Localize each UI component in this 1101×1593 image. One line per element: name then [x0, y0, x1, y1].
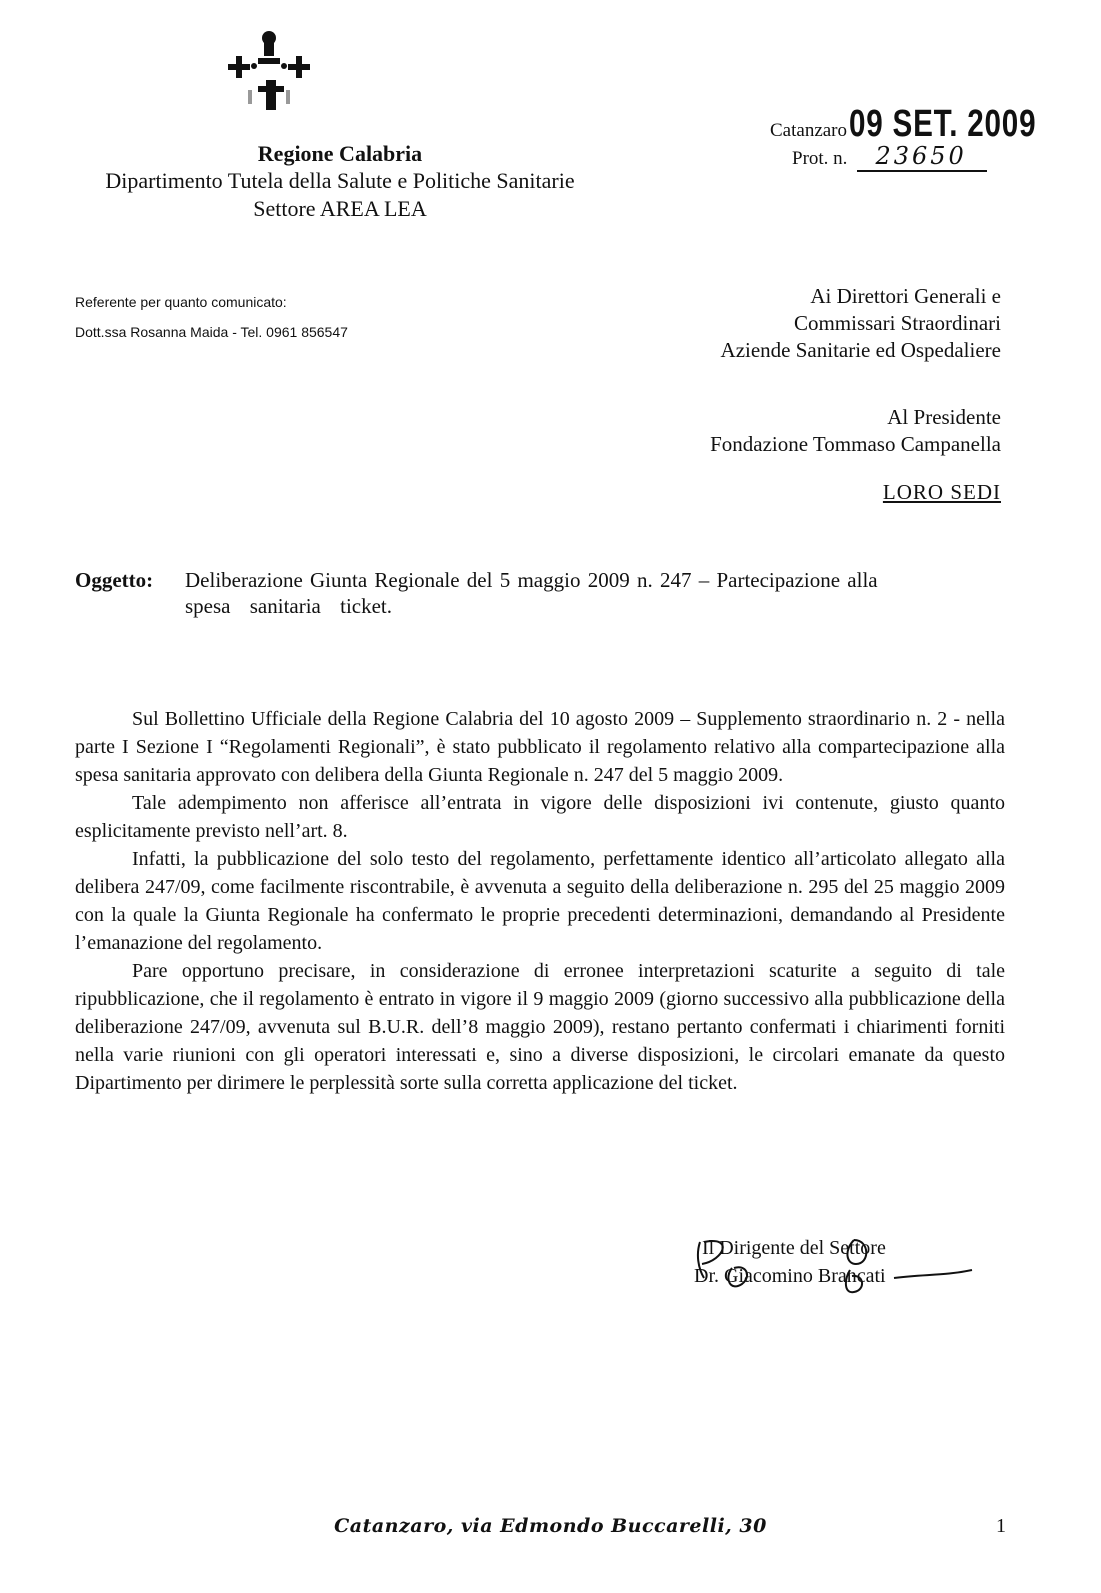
sender-block — [60, 140, 620, 223]
body-paragraph: Pare opportuno precisare, in considerazione di erronee interpretazioni scaturite a seguito di tale ripubblicazione, che il regolamento è entrato in vigore il 9 maggio 2009 (giorno successivo alla pubblicazione della deliberazione 247/09, avvenuta sul B.U.R. dell’8 maggio 2009), restano pertanto confermati i chiarimenti forniti nella varie riunioni con gli operatori interessati e, sino a diverse disposizioni, le circolari emanate da questo Dipartimento per dirimere le perplessità sorte sulla corretta applicazione del ticket. — [75, 960, 1005, 1094]
body-paragraph: Sul Bollettino Ufficiale della Regione Calabria del 10 agosto 2009 – Supplemento straordinario n. 2 - nella parte I Sezione I “Regolamenti Regionali”, è stato pubblicato il regolamento relativo alla compartecipazione alla spesa sanitaria approvato con delibera della Giunta Regionale n. 247 del 5 maggio 2009. — [75, 708, 1005, 786]
body-paragraph: Tale adempimento non afferisce all’entrata in vigore delle disposizioni ivi contenute, giusto quanto esplicitamente previsto nell’art. 8. — [75, 792, 1005, 842]
referent-block — [75, 287, 348, 347]
protocol-number: 23650 — [857, 142, 986, 172]
recipient-line: Commissari Straordinari — [793, 311, 1001, 335]
handwritten-signature-icon — [694, 1234, 984, 1304]
recipients-block — [710, 283, 1001, 458]
signatory-title: Il Dirigente del Settore — [702, 1237, 886, 1259]
footer-address: Catanzaro, via Edmondo Buccarelli, 30 — [334, 1515, 767, 1537]
referent-contact: Dott.ssa Rosanna Maida - Tel. 0961 856547 — [75, 324, 348, 340]
subject-line-2: spesa sanitaria ticket. — [185, 594, 393, 618]
city-label: Catanzaro — [770, 120, 848, 141]
page-number: 1 — [996, 1515, 1006, 1537]
recipient-line: Al Presidente — [887, 405, 1001, 429]
date-stamp: 09 SET. 2009 — [849, 103, 1037, 145]
signature-block — [694, 1234, 994, 1290]
body-paragraph: Infatti, la pubblicazione del solo testo del regolamento, perfettamente identico all’articolato allegato alla delibera 247/09, come facilmente riscontrabile, è avvenuta a seguito della deliberazione n. 295 del 25 maggio 2009 con la quale la Giunta Regionale ha confermato le proprie precedenti determinazioni, demandando al Presidente l’emanazione del regolamento. — [75, 848, 1005, 954]
recipient-line: Fondazione Tommaso Campanella — [710, 432, 1001, 456]
referent-label: Referente per quanto comunicato: — [75, 294, 287, 310]
region-name: Regione Calabria — [257, 141, 423, 166]
department-name: Dipartimento Tutela della Salute e Politiche Sanitarie — [105, 168, 575, 193]
subject-line-1: Deliberazione Giunta Regionale del 5 maggio 2009 n. 247 – Partecipazione alla — [185, 568, 878, 592]
recipient-line: Ai Direttori Generali e — [810, 284, 1001, 308]
sector-name: Settore AREA LEA — [253, 196, 427, 221]
subject-block — [75, 567, 1005, 619]
loro-sedi: LORO SEDI — [882, 480, 1001, 504]
protocol-label: Prot. n. — [792, 148, 848, 169]
signatory-name: Dr. Giacomino Brancati — [694, 1265, 886, 1287]
regione-calabria-emblem-icon — [214, 28, 324, 118]
subject-label: Oggetto: — [75, 568, 154, 592]
letter-body — [75, 705, 1005, 1097]
recipient-line: Aziende Sanitarie ed Ospedaliere — [720, 338, 1001, 362]
date-protocol-block — [770, 103, 1060, 172]
